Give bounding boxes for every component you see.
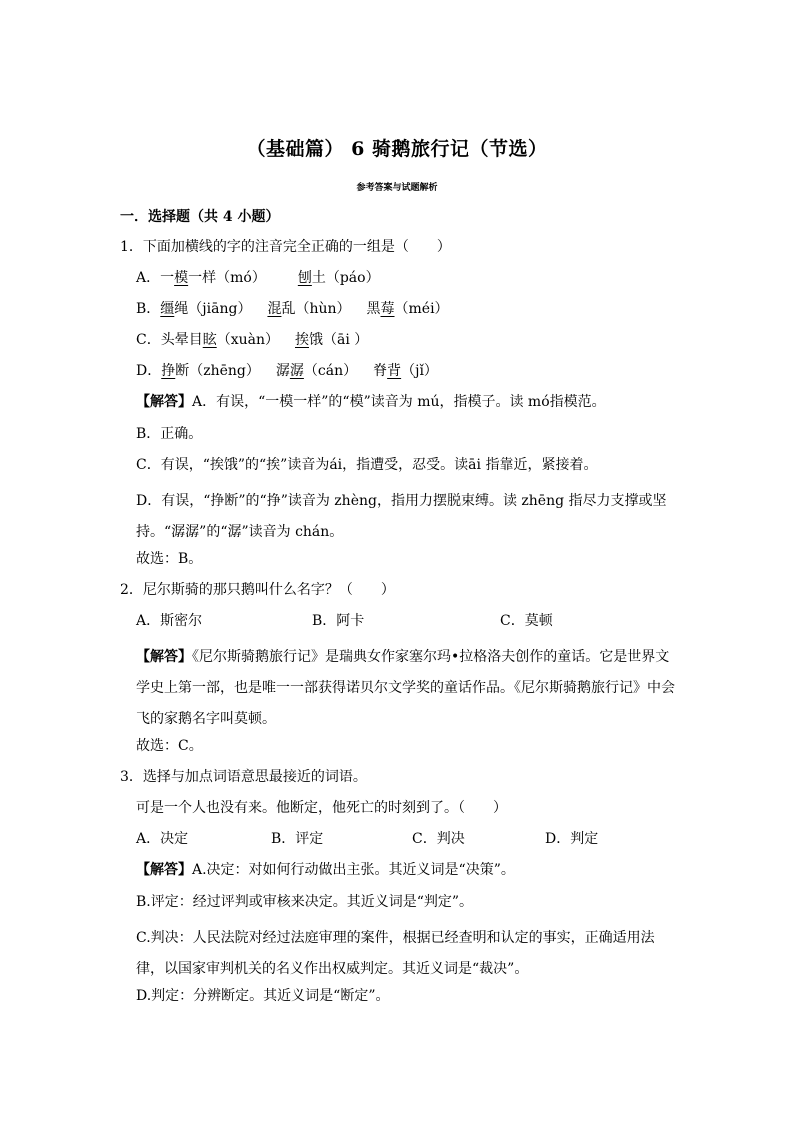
q3-option-d: D．判定 [545, 831, 599, 847]
q1-option-b: B．缰绳（jiāng） 混乱（hùn） 黑莓（méi） [136, 301, 449, 317]
q2-option-a: A．斯密尔 [136, 613, 203, 629]
q3-answer-line-4: D.判定：分辨断定。其近义词是“断定”。 [136, 988, 390, 1004]
option-label: B． [136, 301, 161, 317]
answer-tag: 【解答】 [136, 394, 192, 410]
answer-tag: 【解答】 [136, 649, 192, 665]
q3-answer-line-2: B.评定：经过评判或审核来决定。其近义词是“判定”。 [136, 894, 474, 910]
page-title: （基础篇） 6 骑鹅旅行记（节选） [246, 138, 548, 160]
q1-answer-line-4: D．有误，“挣断”的“挣”读音为 zhèng，指用力摆脱束缚。读 zhēng 指尽力支撑或坚持。“潺潺”的“潺”读音为 chán。 [136, 493, 667, 540]
q1-answer-line-1: 【解答】A．有误，“一模一样”的“模”读音为 mú，指模子。读 mó指模范。 [136, 394, 606, 410]
q3-answer-line-3: C.判决：人民法院对经过法庭审理的案件，根据已经查明和认定的事实，正确适用法律，以国家审判机关的名义作出权威判定。其近义词是“裁决”。 [136, 930, 655, 977]
option-label: C． [136, 332, 161, 348]
q3-option-a: A．决定 [136, 831, 189, 847]
section-heading: 一．选择题（共 4 小题） [120, 209, 280, 225]
q3-option-c: C．判决 [412, 831, 465, 847]
q2-answer-choice: 故选：C。 [136, 738, 203, 754]
q2-stem: 2．尼尔斯骑的那只鹅叫什么名字？（ ） [120, 582, 395, 598]
q1-option-a: A．一模一样（mó） 刨土（páo） [136, 270, 380, 286]
q1-option-d: D．挣断（zhēng） 潺潺（cán） 脊背（jǐ） [136, 363, 438, 379]
q1-answer-choice: 故选：B。 [136, 551, 203, 567]
option-label: D． [136, 363, 162, 379]
q2-option-c: C．莫顿 [500, 613, 553, 629]
answer-tag: 【解答】 [136, 862, 192, 878]
q2-answer-paragraph: 【解答】《尼尔斯骑鹅旅行记》是瑞典女作家塞尔玛•拉格洛夫创作的童话。它是世界文学史上第一部，也是唯一一部获得诺贝尔文学奖的童话作品。《尼尔斯骑鹅旅行记》中会飞的家鹅名字叫莫顿。 [136, 649, 675, 727]
option-label: A． [136, 270, 161, 286]
q3-stem: 3．选择与加点词语意思最接近的词语。 [120, 769, 367, 785]
q1-answer-line-2: B．正确。 [136, 426, 203, 442]
page-subtitle: 参考答案与试题解析 [356, 183, 438, 193]
q2-option-b: B．阿卡 [312, 613, 365, 629]
q3-option-b: B．评定 [271, 831, 324, 847]
q1-option-c: C．头晕目眩（xuàn） 挨饿（āi ） [136, 332, 369, 348]
q3-answer-line-1: 【解答】A.决定：对如何行动做出主张。其近义词是“决策”。 [136, 862, 515, 878]
q3-sentence: 可是一个人也没有来。他断定，他死亡的时刻到了。（ ） [136, 800, 507, 816]
q1-answer-line-3: C．有误，“挨饿”的“挨”读音为ái，指遭受，忍受。读āi 指靠近，紧接着。 [136, 457, 598, 473]
q1-stem: 1．下面加横线的字的注音完全正确的一组是（ ） [120, 239, 451, 255]
